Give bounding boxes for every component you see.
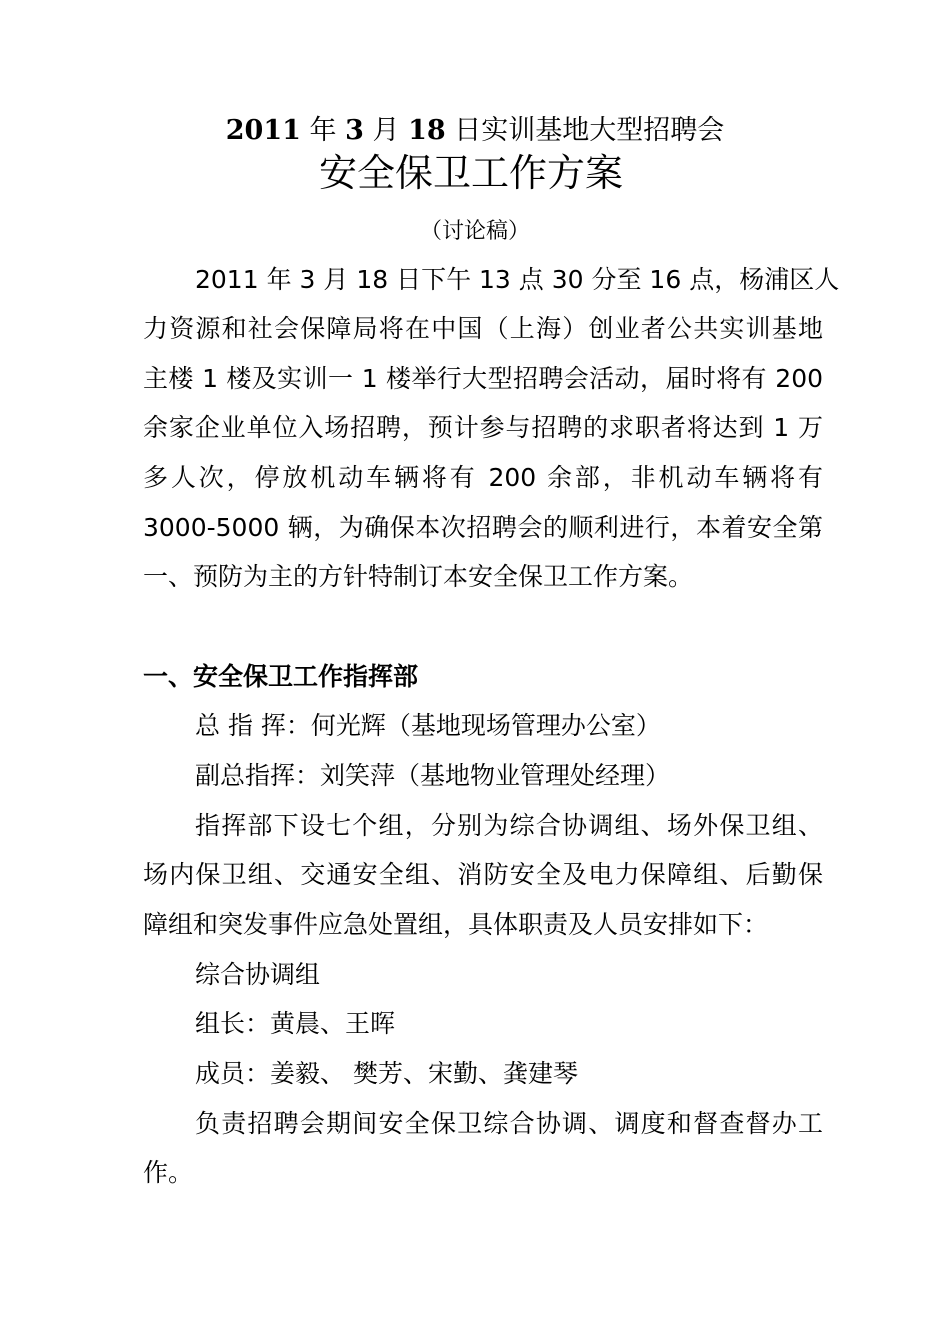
title-month: 3	[345, 115, 364, 146]
deputy-commander-line: 副总指挥：刘笑萍（基地物业管理处经理）	[195, 761, 671, 790]
intro-line-1: 2011 年 3 月 18 日下午 13 点 30 分至 16 点，杨浦区人	[195, 265, 840, 294]
document-subtitle: （讨论稿）	[419, 219, 530, 244]
groups-line-1: 指挥部下设七个组，分别为综合协调组、场外保卫组、	[195, 811, 823, 840]
intro-line-3: 主楼 1 楼及实训一 1 楼举行大型招聘会活动，届时将有 200	[143, 364, 823, 393]
intro-line-6: 3000-5000 辆，为确保本次招聘会的顺利进行，本着安全第	[143, 513, 823, 542]
group-leader: 组长：黄晨、王晖	[195, 1009, 396, 1038]
intro-line-2: 力资源和社会保障局将在中国（上海）创业者公共实训基地	[143, 314, 823, 343]
title-month-char: 月	[363, 115, 409, 146]
intro-line-7: 一、预防为主的方针特制订本安全保卫工作方案。	[143, 562, 694, 591]
group-members: 成员：姜毅、 樊芳、宋勤、龚建琴	[195, 1059, 578, 1088]
document-title-main: 安全保卫工作方案	[318, 151, 623, 195]
groups-line-2: 场内保卫组、交通安全组、消防安全及电力保障组、后勤保	[143, 860, 823, 889]
commander-line: 总 指 挥：何光辉（基地现场管理办公室）	[195, 711, 661, 740]
duty-line-2: 作。	[143, 1158, 194, 1187]
title-year: 2011	[225, 115, 301, 146]
intro-line-5: 多人次，停放机动车辆将有 200 余部，非机动车辆将有	[143, 463, 823, 492]
duty-line-1: 负责招聘会期间安全保卫综合协调、调度和督查督办工	[195, 1109, 823, 1138]
intro-line-4: 余家企业单位入场招聘，预计参与招聘的求职者将达到 1 万	[143, 413, 823, 442]
groups-line-3: 障组和突发事件应急处置组，具体职责及人员安排如下：	[143, 910, 769, 939]
title-day: 18	[408, 115, 446, 146]
title-year-char: 年	[300, 115, 346, 146]
title-event: 日实训基地大型招聘会	[445, 115, 725, 146]
document-title-line-1	[0, 114, 950, 148]
group-name: 综合协调组	[195, 960, 321, 989]
section-heading: 一、安全保卫工作指挥部	[143, 662, 419, 691]
